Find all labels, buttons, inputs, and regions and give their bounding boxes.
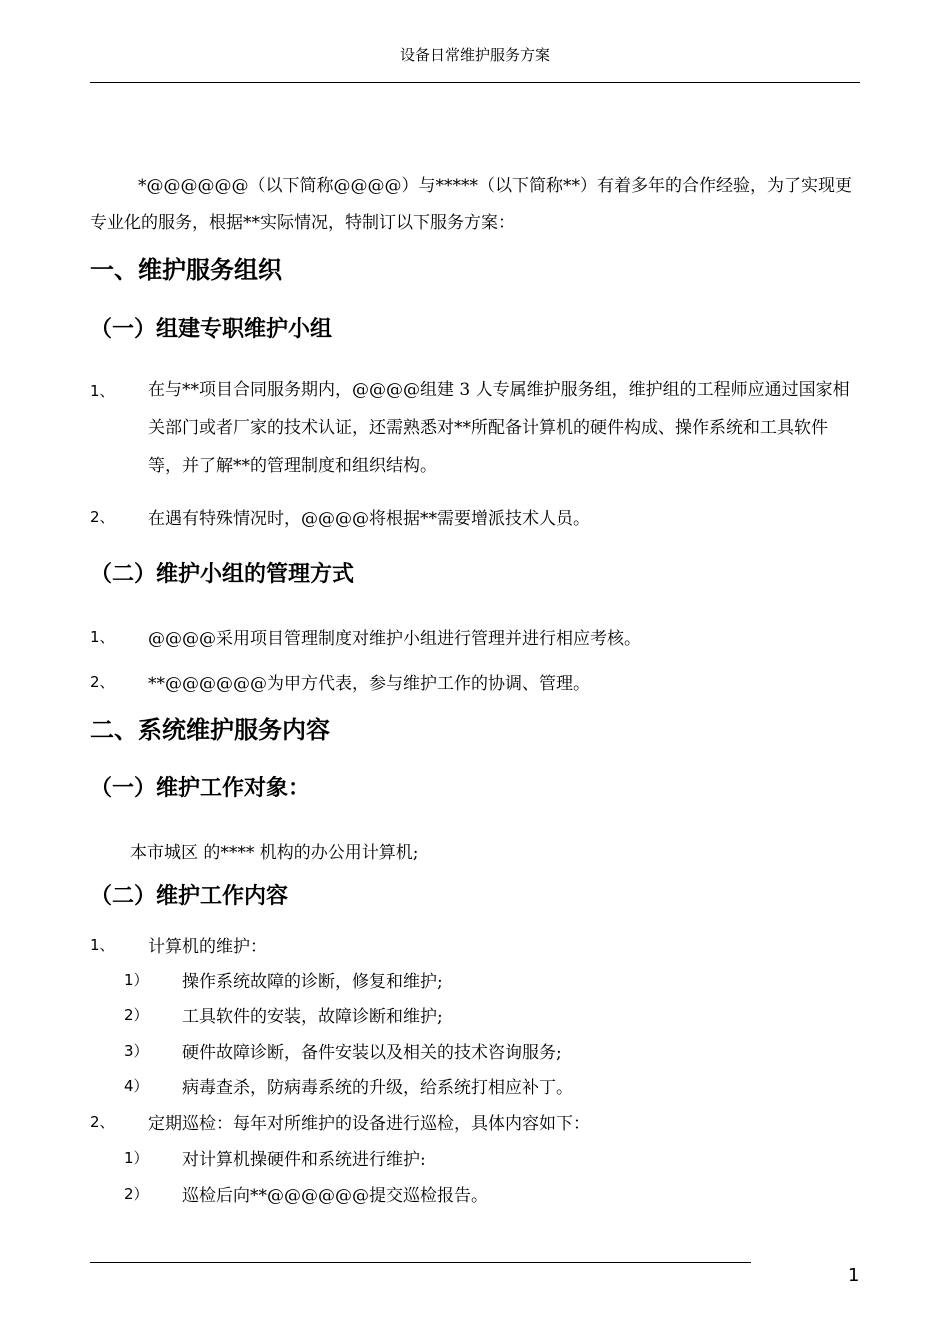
section-1-1-heading: （一）组建专职维护小组 bbox=[90, 317, 333, 342]
section-1-2-heading: （二）维护小组的管理方式 bbox=[90, 562, 355, 587]
sublist-item-text: 巡检后向**@@@@@@提交巡检报告。 bbox=[182, 1186, 488, 1206]
section-1-heading: 一、维护服务组织 bbox=[90, 256, 282, 284]
maintenance-target-text: 本市城区 的**** 机构的办公用计算机; bbox=[130, 843, 419, 863]
footer-divider bbox=[90, 1262, 751, 1263]
sublist-item-number: 1） bbox=[124, 971, 149, 989]
sublist-item-number: 2） bbox=[124, 1185, 149, 1203]
list-item-text: 在与**项目合同服务期内，@@@@组建 3 人专属维护服务组，维护组的工程师应通过国家相关部门或者厂家的技术认证，还需熟悉对**所配备计算机的硬件构成、操作系统和工具软件等，并了解**的管理制度和组织结构。 bbox=[148, 380, 850, 476]
page-number: 1 bbox=[848, 1265, 860, 1286]
list-item-text: 定期巡检：每年对所维护的设备进行巡检，具体内容如下： bbox=[148, 1114, 590, 1134]
sublist-item-number: 1） bbox=[124, 1149, 149, 1167]
sublist-item-text: 病毒查杀，防病毒系统的升级，给系统打相应补丁。 bbox=[182, 1078, 573, 1098]
list-item-number: 1、 bbox=[90, 382, 115, 400]
section-2-heading: 二、系统维护服务内容 bbox=[90, 716, 330, 744]
list-item-text: @@@@采用项目管理制度对维护小组进行管理并进行相应考核。 bbox=[148, 629, 641, 649]
list-item-text: 在遇有特殊情况时，@@@@将根据**需要增派技术人员。 bbox=[148, 509, 590, 529]
list-item-text: **@@@@@@为甲方代表，参与维护工作的协调、管理。 bbox=[148, 674, 590, 694]
sublist-item-number: 2） bbox=[124, 1006, 149, 1024]
list-item-number: 2、 bbox=[90, 1113, 115, 1131]
section-2-2-heading: （二）维护工作内容 bbox=[90, 884, 289, 909]
sublist-item-text: 对计算机操硬件和系统进行维护: bbox=[182, 1150, 426, 1170]
sublist-item-text: 硬件故障诊断，备件安装以及相关的技术咨询服务; bbox=[182, 1043, 562, 1063]
list-item-number: 2、 bbox=[90, 508, 115, 526]
list-item-text: 计算机的维护： bbox=[148, 937, 267, 957]
list-item-number: 1、 bbox=[90, 936, 115, 954]
page-header-title: 设备日常维护服务方案 bbox=[399, 46, 550, 64]
section-2-1-heading: （一）维护工作对象： bbox=[90, 776, 311, 801]
list-item-number: 1、 bbox=[90, 628, 115, 646]
sublist-item-number: 4） bbox=[124, 1077, 149, 1095]
sublist-item-text: 工具软件的安装，故障诊断和维护; bbox=[182, 1007, 443, 1027]
list-item-number: 2、 bbox=[90, 673, 115, 691]
sublist-item-number: 3） bbox=[124, 1042, 149, 1060]
header-divider bbox=[90, 82, 860, 83]
sublist-item-text: 操作系统故障的诊断，修复和维护; bbox=[182, 972, 443, 992]
intro-paragraph: *@@@@@@（以下简称@@@@）与*****（以下简称**）有着多年的合作经验，为了实现更专业化的服务，根据**实际情况，特制订以下服务方案： bbox=[90, 176, 852, 233]
